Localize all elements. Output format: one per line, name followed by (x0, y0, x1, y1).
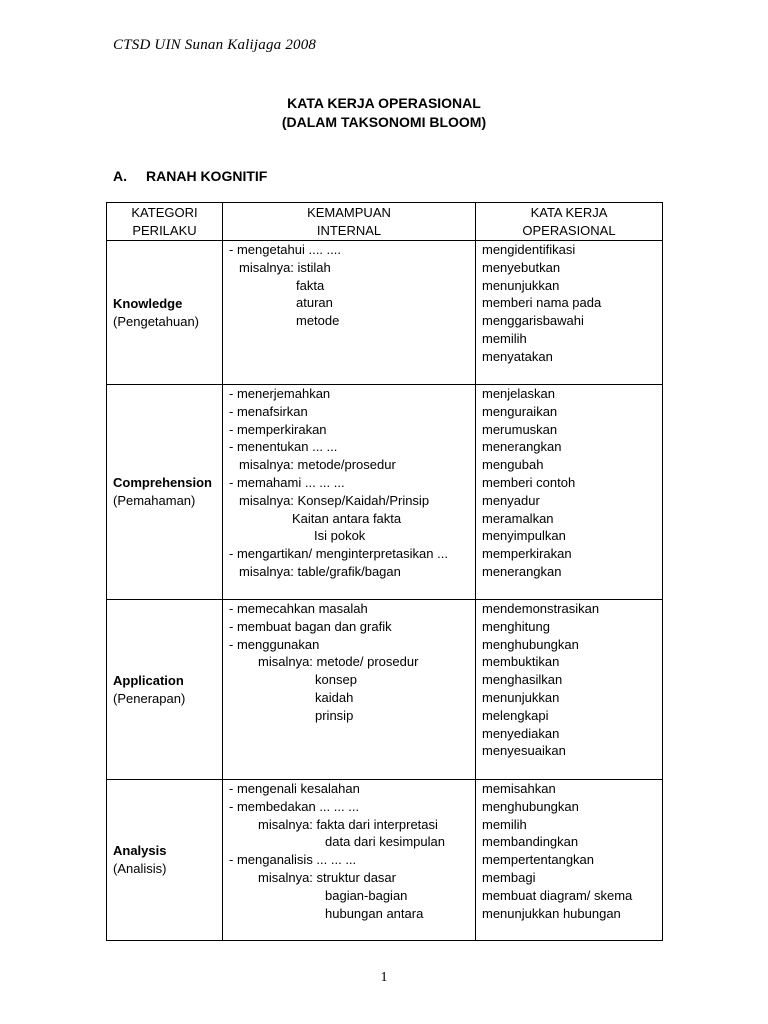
category-cell (107, 600, 223, 780)
ability-line: Isi pokok (314, 528, 366, 544)
ability-line: - mengenali kesalahan (229, 781, 360, 796)
ability-line: - menganalisis ... ... ... (229, 852, 357, 868)
verb-item: membandingkan (482, 834, 579, 850)
header-verbs-line-1: KATA KERJA (530, 205, 608, 220)
category-cell (107, 385, 223, 600)
ability-cell (223, 385, 476, 600)
category-name: Knowledge (113, 295, 183, 311)
header-category-line-2: PERILAKU (132, 223, 197, 238)
ability-line: - menggunakan (229, 636, 320, 652)
ability-line: - membedakan ... ... ... (229, 798, 360, 814)
verb-item: membuktikan (482, 654, 560, 670)
document-header-note: CTSD UIN Sunan Kalijaga 2008 (113, 37, 317, 53)
ability-line: - membuat bagan dan grafik (229, 618, 392, 634)
ability-line: aturan (296, 295, 333, 311)
section-heading (113, 168, 267, 184)
header-ability (223, 203, 476, 241)
ability-line: misalnya: metode/ prosedur (258, 654, 419, 670)
verb-item: menghasilkan (482, 672, 563, 688)
ability-line: misalnya: Konsep/Kaidah/Prinsip (239, 492, 430, 508)
verbs-cell (476, 385, 663, 600)
ability-line: prinsip (315, 707, 354, 723)
verb-item: menguraikan (482, 403, 558, 419)
verb-item: merumuskan (482, 421, 558, 437)
ability-line: hubungan antara (325, 905, 424, 921)
ability-cell (223, 600, 476, 780)
verb-item: memilih (482, 330, 527, 346)
verb-item: menerangkan (482, 439, 562, 455)
header-category (107, 203, 223, 241)
verb-item: membagi (482, 869, 536, 885)
ability-line: - menerjemahkan (229, 386, 331, 401)
ability-line: misalnya: table/grafik/bagan (239, 563, 401, 579)
verb-item: mengidentifikasi (482, 242, 576, 257)
ability-line: Kaitan antara fakta (292, 510, 402, 526)
table-row (107, 241, 663, 385)
verb-item: menyadur (482, 492, 540, 508)
verb-item: memberi nama pada (482, 295, 602, 311)
verb-item: menyimpulkan (482, 528, 566, 544)
verb-item: menunjukkan (482, 689, 560, 705)
verb-item: memperkirakan (482, 546, 572, 562)
ability-line: - memecahkan masalah (229, 601, 368, 616)
verbs-cell (476, 600, 663, 780)
verb-item: menghubungkan (482, 798, 579, 814)
verb-item: menunjukkan (482, 277, 560, 293)
title-line-1: KATA KERJA OPERASIONAL (287, 95, 481, 111)
verb-item: menunjukkan hubungan (482, 905, 621, 921)
header-verbs (476, 203, 663, 241)
ability-line: - menentukan ... ... (229, 439, 338, 455)
category-name: Comprehension (113, 475, 212, 491)
verbs-cell (476, 780, 663, 941)
bloom-verb-table (106, 202, 663, 941)
ability-line: kaidah (315, 689, 354, 705)
verb-item: menghitung (482, 618, 550, 634)
ability-line: metode (296, 313, 340, 329)
ability-line: konsep (315, 672, 357, 688)
ability-line: misalnya: metode/prosedur (239, 457, 396, 473)
ability-line: misalnya: fakta dari interpretasi (258, 816, 438, 832)
category-cell (107, 241, 223, 385)
verb-item: menghubungkan (482, 636, 579, 652)
verb-item: mempertentangkan (482, 852, 595, 868)
ability-line: fakta (296, 277, 325, 293)
table-row (107, 600, 663, 780)
header-ability-line-1: KEMAMPUAN (307, 205, 391, 220)
verb-item: memilih (482, 816, 527, 832)
title-line-2: (DALAM TAKSONOMI BLOOM) (281, 114, 487, 130)
header-verbs-line-2: OPERASIONAL (522, 223, 616, 238)
verb-item: meramalkan (482, 510, 554, 526)
ability-line: - memahami ... ... ... (229, 474, 345, 490)
verb-item: memberi contoh (482, 474, 576, 490)
verb-item: memisahkan (482, 781, 556, 796)
verb-item: menjelaskan (482, 386, 555, 401)
verb-item: menyesuaikan (482, 743, 566, 759)
category-name: Application (113, 672, 184, 688)
category-translation: (Analisis) (113, 861, 167, 876)
category-name: Analysis (113, 843, 167, 859)
document-title (0, 94, 768, 132)
section-number: A. (113, 168, 127, 184)
page-number: 1 (380, 970, 388, 985)
ability-line: - mengetahui .... .... (229, 242, 341, 257)
verbs-cell (476, 241, 663, 385)
ability-line: misalnya: struktur dasar (258, 869, 396, 885)
category-cell (107, 780, 223, 941)
ability-line: misalnya: istilah (239, 259, 331, 275)
verb-item: menyebutkan (482, 259, 561, 275)
table-row (107, 385, 663, 600)
table-header-row (107, 203, 663, 241)
category-translation: (Penerapan) (113, 690, 186, 706)
ability-line: - mengartikan/ menginterpretasikan ... (229, 546, 448, 562)
ability-cell (223, 241, 476, 385)
section-label: RANAH KOGNITIF (146, 168, 268, 184)
ability-line: - menafsirkan (229, 403, 308, 419)
verb-item: menerangkan (482, 563, 562, 579)
verb-item: melengkapi (482, 707, 549, 723)
ability-line: - memperkirakan (229, 421, 327, 437)
header-category-line-1: KATEGORI (131, 205, 198, 220)
ability-line: bagian-bagian (325, 887, 408, 903)
verb-item: menggarisbawahi (482, 313, 584, 329)
verb-item: menyatakan (482, 348, 553, 364)
category-translation: (Pengetahuan) (113, 313, 200, 329)
ability-line: data dari kesimpulan (325, 834, 445, 850)
header-ability-line-2: INTERNAL (316, 223, 382, 238)
ability-cell (223, 780, 476, 941)
verb-item: membuat diagram/ skema (482, 887, 633, 903)
verb-item: menyediakan (482, 725, 560, 741)
verb-item: mengubah (482, 457, 544, 473)
table-row (107, 780, 663, 941)
verb-item: mendemonstrasikan (482, 601, 600, 616)
category-translation: (Pemahaman) (113, 493, 196, 508)
